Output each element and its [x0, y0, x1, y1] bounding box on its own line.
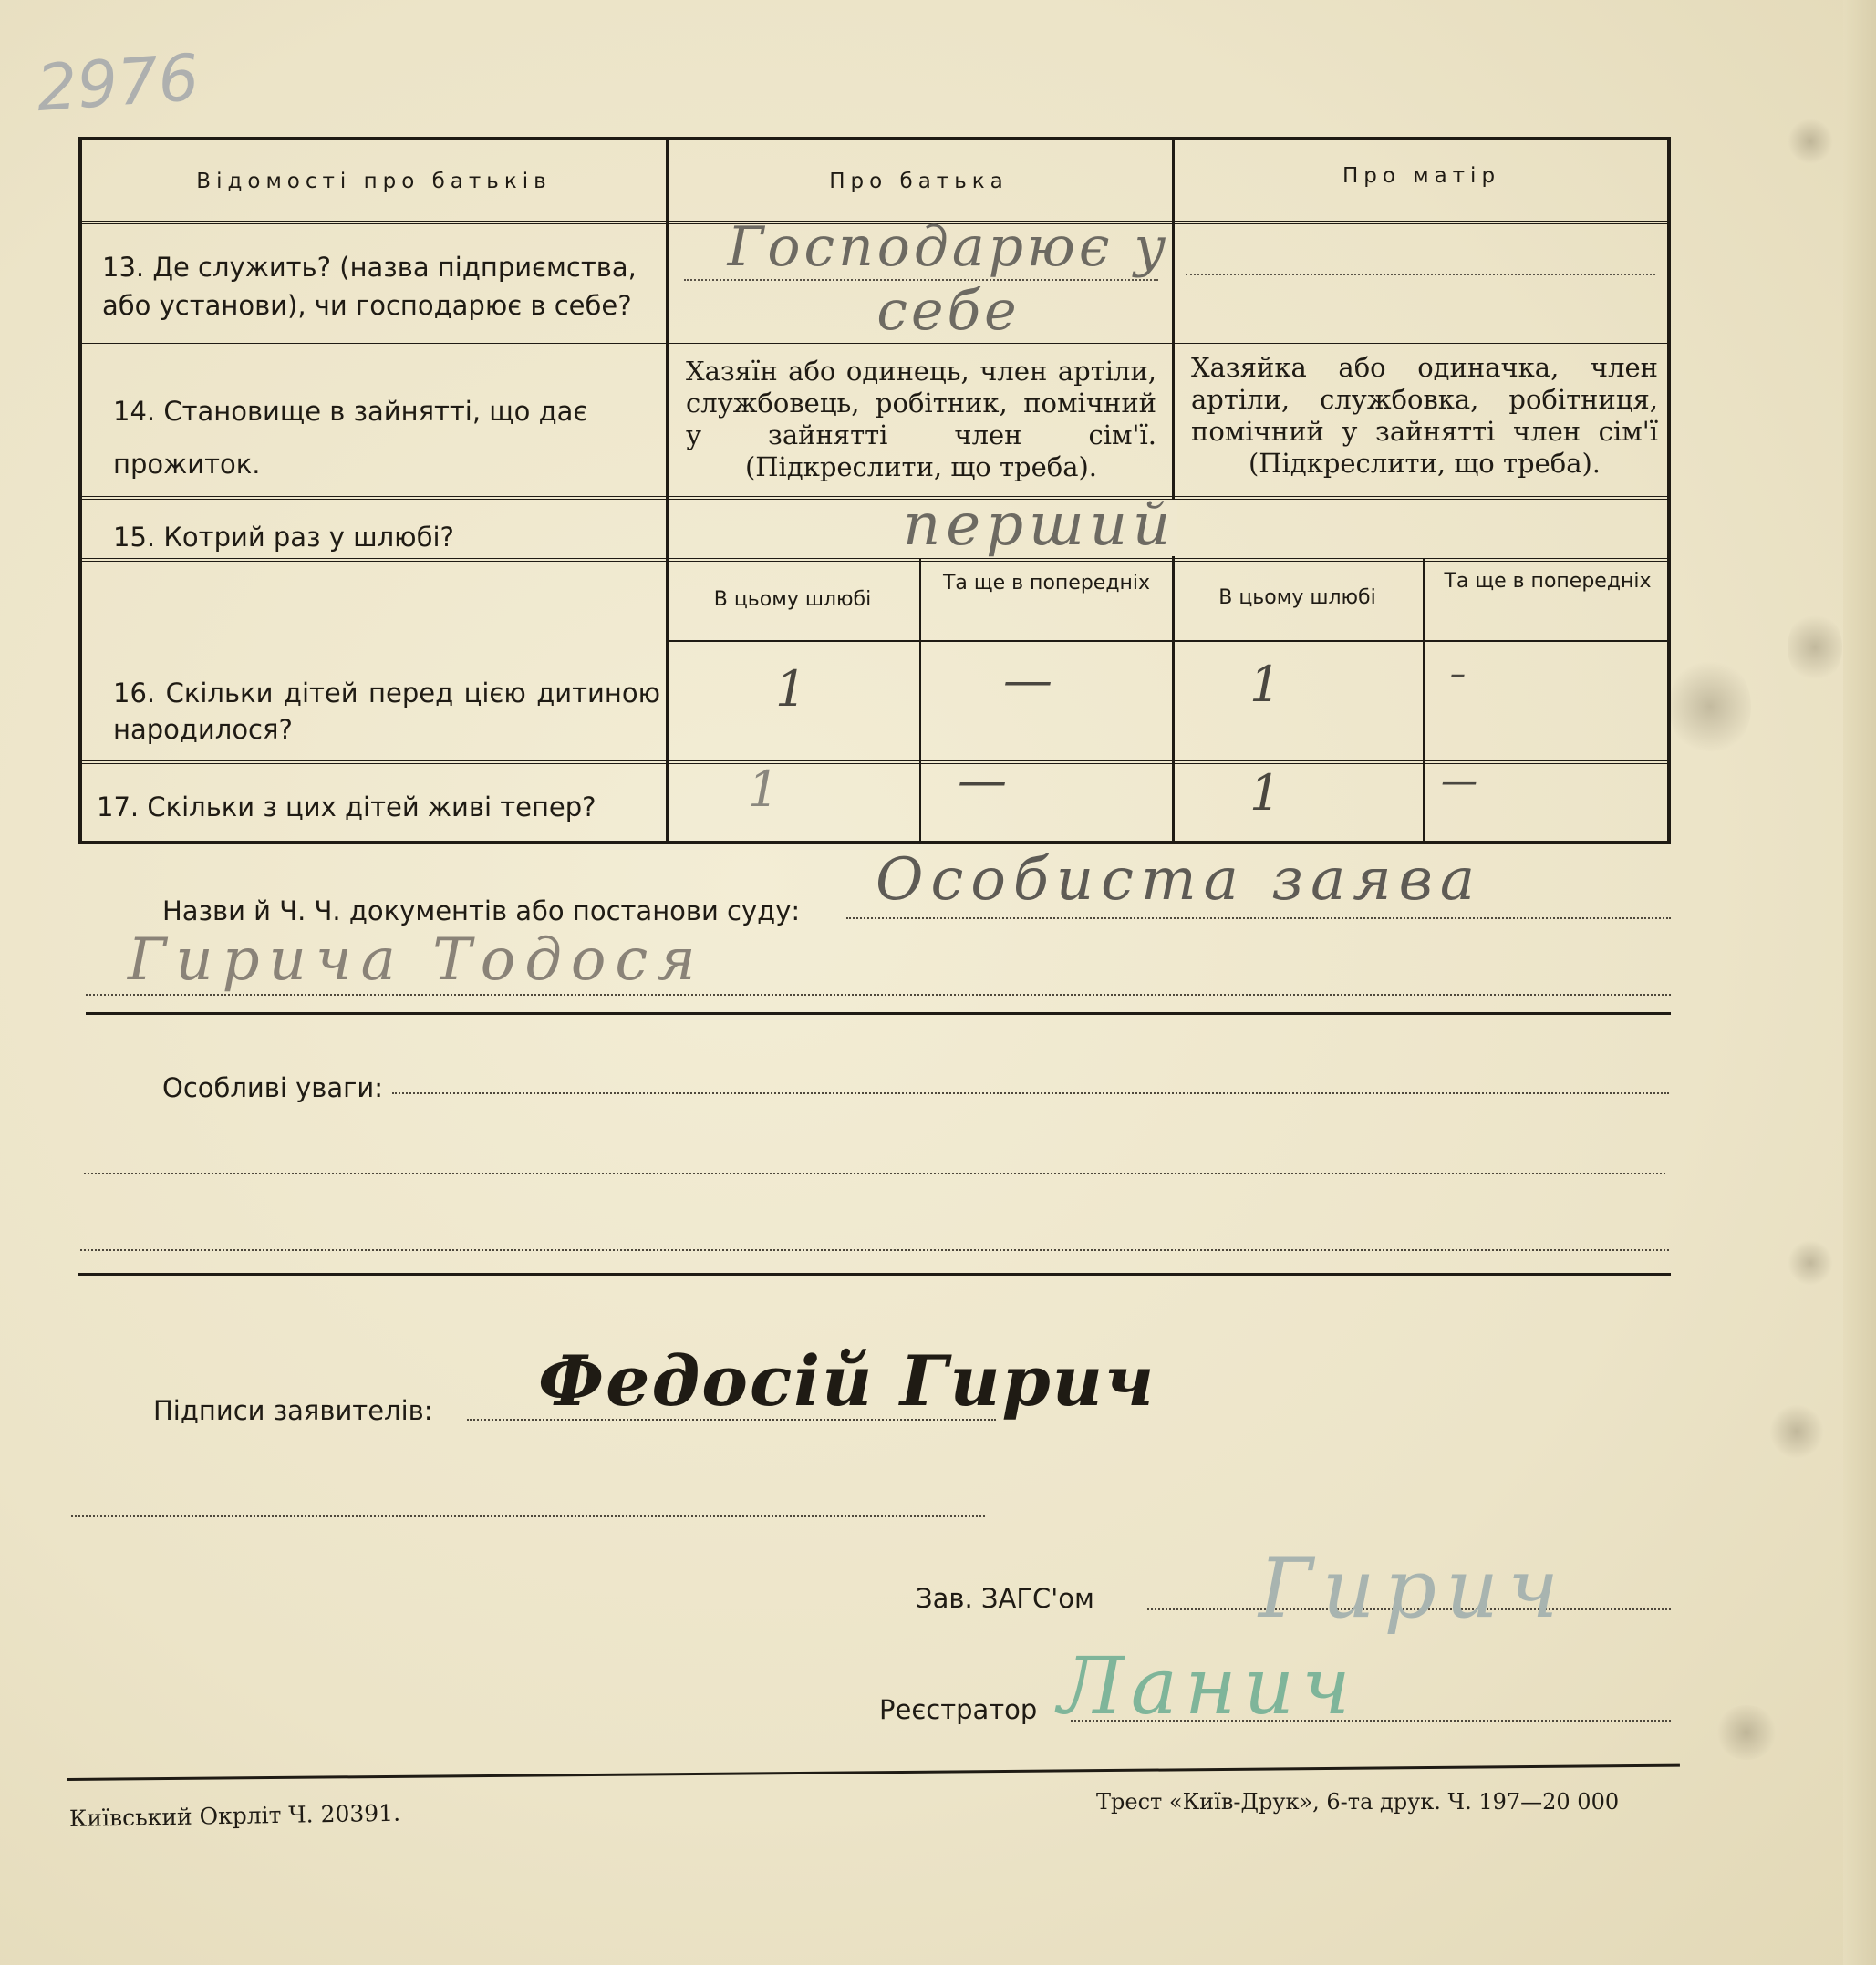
father-alive-this: 1 [748, 760, 780, 818]
applicant-signature: Федосій Гирич [538, 1340, 1156, 1422]
question-14: 14. Становище в зайнятті, що дає прожиток. [113, 396, 588, 480]
mother-subheader-this-marriage: В цьому шлюбі [1218, 586, 1376, 609]
father-occupation-options: Хазяїн або одинець, член артіли, службовець, робітник, помічний у зайнятті член сім'ї. (Підкреслити, що треба). [686, 356, 1156, 482]
answer-line [1186, 274, 1655, 275]
row-divider [82, 343, 1667, 346]
parents-info-table [78, 137, 1671, 844]
remarks-label: Особливі уваги: [162, 1072, 384, 1103]
mother-occupation-options: Хазяйка або одиначка, член артіли, службовка, робітниця, помічний у зайнятті член сім'ї (Підкреслити, що треба). [1191, 352, 1658, 479]
footer-printer-right: Трест «Київ-Друк», 6-та друк. Ч. 197—20 000 [1096, 1789, 1620, 1815]
stain [1769, 1404, 1824, 1459]
documents-label: Назви й Ч. Ч. документів або постанови суду: [162, 895, 801, 926]
question-13: 13. Де служить? (назва підприємства, або установи), чи господарює в себе? [102, 252, 637, 321]
question-15: 15. Котрий раз у шлюбі? [113, 522, 454, 553]
subheader-divider [666, 640, 1667, 642]
mother-children-this: 1 [1249, 656, 1281, 713]
father-workplace-handwritten: Господарює у себе [727, 215, 1170, 343]
stain [1788, 119, 1833, 164]
documents-handwritten-line2: Гирича Тодося [128, 926, 705, 994]
question-16: 16. Скільки дітей перед цією дитиною народилося? [113, 677, 660, 745]
father-alive-previous: — [958, 751, 1007, 809]
page-edge [1843, 0, 1876, 1965]
footer-printer-left: Київський Окрліт Ч. 20391. [68, 1799, 401, 1832]
stain [1788, 611, 1842, 684]
footer-rule [67, 1764, 1680, 1781]
registry-head-signature: Гирич [1259, 1541, 1569, 1637]
father-children-this: 1 [775, 660, 807, 718]
registrar-label: Реєстратор [879, 1694, 1038, 1725]
registrar-signature: Ланич [1058, 1641, 1358, 1732]
section-divider [86, 1012, 1671, 1015]
signature-line [71, 1515, 985, 1517]
mother-subheader-previous: Та ще в попередніх [1444, 570, 1652, 593]
header-mother: Про матір [1342, 164, 1501, 188]
stain [1715, 1705, 1778, 1760]
remarks-line [84, 1173, 1665, 1174]
remarks-line [80, 1249, 1669, 1251]
row-divider [82, 558, 1667, 562]
father-children-previous: — [1003, 651, 1052, 708]
documents-line [846, 917, 1671, 919]
subcolumn-divider [919, 558, 921, 841]
row-divider [82, 760, 1667, 764]
father-subheader-previous: Та ще в попередніх [942, 572, 1151, 595]
row-divider [82, 496, 1667, 500]
documents-handwritten-line1: Особиста заява [876, 846, 1482, 914]
applicants-signature-label: Підписи заявителів: [153, 1395, 433, 1426]
registry-head-label: Зав. ЗАГС'ом [916, 1583, 1094, 1614]
mother-children-previous: – [1450, 656, 1466, 692]
father-subheader-this-marriage: В цьому шлюбі [713, 588, 872, 611]
mother-alive-previous: — [1441, 760, 1477, 802]
question-17: 17. Скільки з цих дітей живі тепер? [97, 791, 596, 822]
stain [1788, 1240, 1833, 1286]
header-father: Про батька [829, 170, 1009, 193]
column-divider [666, 140, 669, 841]
marriage-count-handwritten: перший [903, 491, 1176, 559]
mother-alive-this: 1 [1249, 764, 1281, 822]
stain [1669, 657, 1751, 757]
archive-number: 2976 [34, 39, 202, 127]
remarks-line [392, 1092, 1669, 1094]
header-parents-info: Відомості про батьків [196, 170, 552, 193]
section-divider [78, 1273, 1671, 1276]
documents-line [86, 994, 1671, 996]
subcolumn-divider [1423, 558, 1425, 841]
